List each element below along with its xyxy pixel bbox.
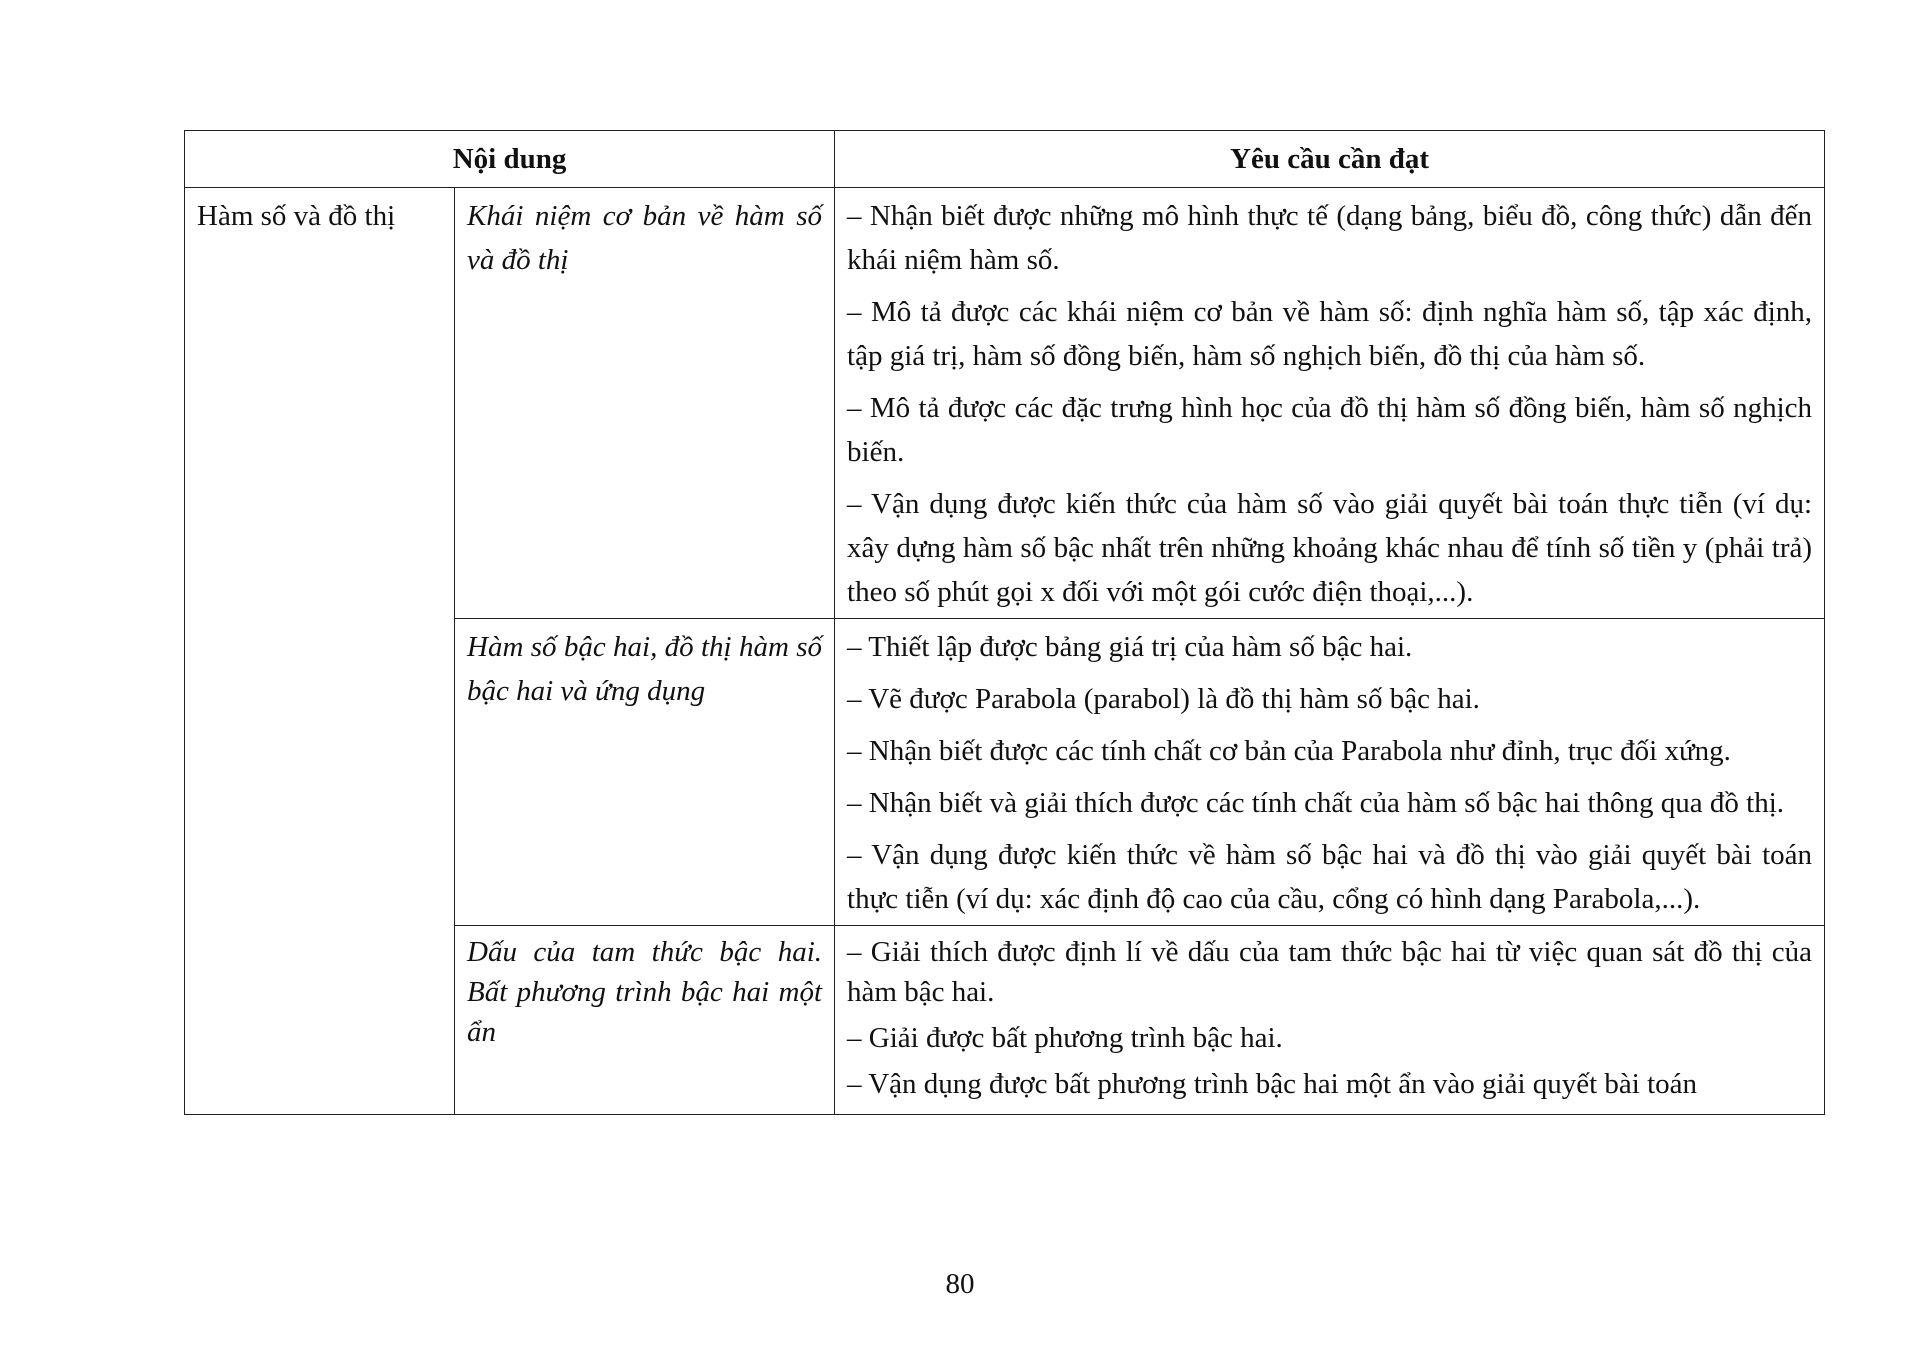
- requirements-cell: [835, 926, 1825, 1115]
- requirements-cell: [835, 188, 1825, 619]
- requirement-item: – Vận dụng được kiến thức về hàm số bậc hai và đồ thị vào giải quyết bài toán thực tiễn (ví dụ: xác định độ cao của cầu, cổng có hình dạng Parabola,...).: [847, 839, 1813, 915]
- requirement-item: – Nhận biết được những mô hình thực tế (dạng bảng, biểu đồ, công thức) dẫn đến khái niệm hàm số.: [847, 200, 1813, 276]
- requirements-cell: [835, 619, 1825, 926]
- subtopic-cell: Dấu của tam thức bậc hai. Bất phương trình bậc hai một ẩn: [455, 926, 835, 1115]
- requirement-item: – Nhận biết và giải thích được các tính chất của hàm số bậc hai thông qua đồ thị.: [847, 787, 1785, 819]
- requirement-item: – Vận dụng được bất phương trình bậc hai một ẩn vào giải quyết bài toán: [847, 1068, 1698, 1100]
- requirement-item: – Thiết lập được bảng giá trị của hàm số bậc hai.: [847, 631, 1413, 663]
- requirement-item: – Giải được bất phương trình bậc hai.: [847, 1022, 1283, 1054]
- requirement-item: – Mô tả được các đặc trưng hình học của đồ thị hàm số đồng biến, hàm số nghịch biến.: [847, 392, 1813, 468]
- table-header-row: [185, 131, 1825, 188]
- requirement-item: – Giải thích được định lí về dấu của tam thức bậc hai từ việc quan sát đồ thị của hàm bậc hai.: [847, 936, 1813, 1008]
- topic-cell: Hàm số và đồ thị: [185, 188, 455, 1115]
- requirement-item: – Vận dụng được kiến thức của hàm số vào giải quyết bài toán thực tiễn (ví dụ: xây dựng hàm số bậc nhất trên những khoảng khác nhau để tính số tiền y (phải trả) theo số phút gọi x đối với một gói cước điện thoại,...).: [847, 488, 1813, 608]
- requirement-item: – Mô tả được các khái niệm cơ bản về hàm số: định nghĩa hàm số, tập xác định, tập giá trị, hàm số đồng biến, hàm số nghịch biến, đồ thị của hàm số.: [847, 296, 1813, 372]
- table-row: [185, 188, 1825, 619]
- curriculum-table: [184, 130, 1825, 1115]
- subtopic-cell: Khái niệm cơ bản về hàm số và đồ thị: [455, 188, 835, 619]
- page-number: 80: [945, 1268, 975, 1300]
- requirement-item: – Nhận biết được các tính chất cơ bản của Parabola như đỉnh, trục đối xứng.: [847, 735, 1731, 767]
- header-content: Nội dung: [185, 131, 835, 188]
- subtopic-cell: Hàm số bậc hai, đồ thị hàm số bậc hai và ứng dụng: [455, 619, 835, 926]
- requirement-item: – Vẽ được Parabola (parabol) là đồ thị hàm số bậc hai.: [847, 683, 1480, 715]
- header-requirements: Yêu cầu cần đạt: [835, 131, 1825, 188]
